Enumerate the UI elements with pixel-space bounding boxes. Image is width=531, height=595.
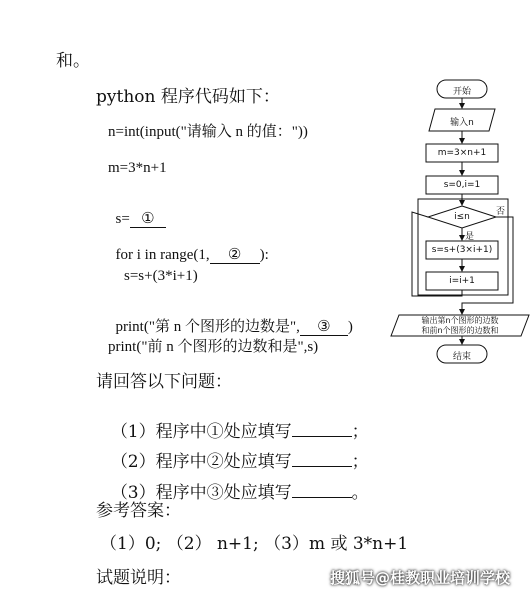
code-line-1: n=int(input("请输入 n 的值：")) (108, 124, 308, 140)
question-3-text: （3）程序中③处应填写 (110, 483, 292, 503)
code-line-4-prefix: for i in range(1, (115, 247, 210, 263)
flow-start-label: 开始 (452, 87, 471, 97)
answer-heading: 参考答案： (96, 501, 181, 521)
flow-step-init-label: s=0,i=1 (443, 180, 481, 190)
flow-step-m-label: m=3×n+1 (437, 148, 487, 158)
question-3-end: 。 (351, 483, 369, 503)
flow-end-label: 结束 (452, 352, 471, 362)
answer-text: （1）0; （2） n+1; （3）m 或 3*n+1 (100, 534, 409, 554)
question-1-text: （1）程序中①处应填写 (110, 422, 292, 442)
code-line-6-prefix: print("第 n 个图形的边数是", (115, 319, 300, 335)
code-line-7: print("前 n 个图形的边数和是",s) (108, 339, 319, 355)
flow-condition-label: i≤n (454, 212, 470, 222)
flow-output-label (395, 316, 525, 336)
watermark: 搜狐号@桂教职业培训学校 (330, 569, 511, 587)
questions-heading: 请回答以下问题： (96, 372, 232, 392)
blank-3: ③ (300, 320, 348, 336)
blank-1: ① (130, 212, 166, 228)
code-intro: python 程序代码如下： (96, 87, 280, 107)
intro-text: 和。 (56, 51, 90, 71)
code-line-5: s=s+(3*i+1) (124, 268, 198, 284)
blank-2: ② (210, 248, 260, 264)
flow-yes-label: 是 (465, 232, 475, 242)
question-2-text: （2）程序中②处应填写 (110, 452, 292, 472)
explain-heading: 试题说明： (96, 568, 181, 588)
flow-input-label: 输入n (450, 118, 474, 128)
code-line-4-suffix: ): (259, 247, 269, 263)
flow-no-label: 否 (496, 207, 506, 217)
question-1-end: ； (351, 422, 369, 442)
code-line-2: m=3*n+1 (108, 160, 167, 176)
flow-output-line-2: 和前n个图形的边数和 (421, 326, 499, 335)
code-line-3-prefix: s= (115, 211, 130, 227)
flow-step-sum-label: s=s+(3×i+1) (431, 245, 493, 255)
code-line-6-suffix: ) (347, 319, 353, 335)
flow-output-line-1: 输出第n个图形的边数 (421, 316, 499, 325)
flow-step-inc-label: i=i+1 (449, 276, 475, 286)
question-2-end: ； (351, 452, 369, 472)
